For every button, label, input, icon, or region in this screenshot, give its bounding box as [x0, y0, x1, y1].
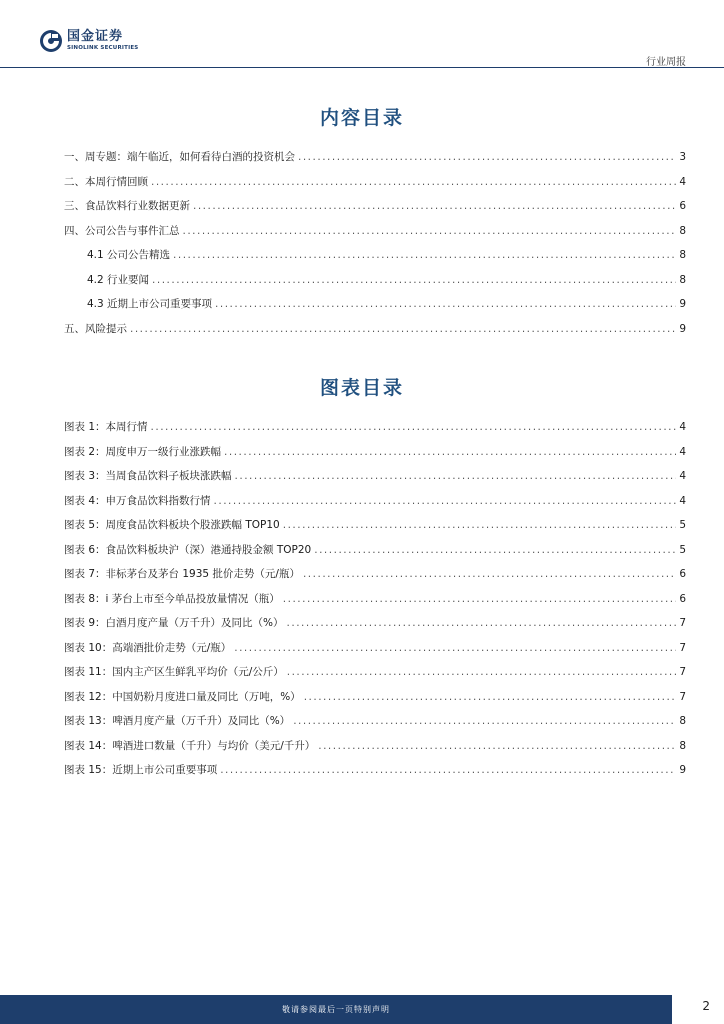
- figure-number: 图表 3：: [64, 470, 106, 482]
- figure-number: 图表 14：: [64, 739, 113, 752]
- dot-leader: [130, 317, 676, 342]
- dot-leader: [151, 170, 676, 195]
- contents-title: 内容目录: [319, 107, 404, 129]
- dot-leader: [287, 611, 677, 636]
- figure-label: 当周食品饮料子板块涨跌幅: [105, 470, 232, 482]
- toc-entry[interactable]: [64, 317, 686, 342]
- dot-leader: [293, 709, 676, 734]
- figure-entry[interactable]: [64, 587, 686, 612]
- figure-label: 近期上市公司重要事项: [112, 764, 218, 776]
- figure-label: 白酒月度产量（万千升）及同比（%）: [105, 617, 284, 629]
- toc-entry-page: 6: [679, 200, 686, 212]
- dot-leader: [234, 636, 676, 661]
- toc-entry-label: 4.1 公司公告精选: [87, 249, 171, 261]
- company-logo: [39, 29, 138, 53]
- toc-entry-page: 4: [679, 175, 686, 188]
- figure-number: 图表 8：: [64, 592, 106, 605]
- toc-entry-page: 9: [679, 298, 686, 310]
- dot-leader: [314, 538, 676, 563]
- toc-entry[interactable]: [64, 170, 686, 195]
- figure-label: 周度申万一级行业涨跌幅: [105, 445, 222, 458]
- dot-leader: [220, 758, 676, 783]
- dot-leader: [151, 415, 677, 440]
- toc-entry-label: 三、食品饮料行业数据更新: [64, 200, 190, 212]
- page-number: 2: [702, 999, 710, 1013]
- dot-leader: [283, 513, 677, 538]
- figure-page: 4: [679, 494, 686, 507]
- figure-number: 图表 13：: [64, 715, 113, 727]
- figure-page: 7: [679, 690, 686, 703]
- toc-entry-page: 8: [679, 249, 686, 261]
- figure-number: 图表 15：: [64, 764, 113, 776]
- toc-entry-page: 3: [679, 151, 686, 163]
- figure-label: 非标茅台及茅台 1935 批价走势（元/瓶）: [105, 568, 300, 580]
- report-type-label: 行业周报: [646, 57, 686, 68]
- toc-entry-page: 9: [679, 322, 686, 335]
- figure-number: 图表 12：: [64, 690, 113, 703]
- figure-page: 4: [679, 445, 686, 458]
- dot-leader: [304, 685, 677, 710]
- figure-entry[interactable]: [64, 734, 686, 759]
- figure-label: i 茅台上市至今单品投放量情况（瓶）: [105, 592, 280, 605]
- toc-entry-label: 二、本周行情回顾: [64, 175, 148, 188]
- figure-page: 7: [679, 666, 686, 678]
- dot-leader: [287, 660, 677, 685]
- dot-leader: [283, 587, 677, 612]
- dot-leader: [152, 268, 676, 293]
- toc-subentry[interactable]: [64, 268, 686, 293]
- figure-page: 5: [679, 543, 686, 556]
- toc-entry-label: 4.3 近期上市公司重要事项: [87, 298, 213, 310]
- figure-number: 图表 2：: [64, 445, 106, 458]
- toc-entry-label: 4.2 行业要闻: [87, 273, 150, 286]
- figure-label: 国内主产区生鲜乳平均价（元/公斤）: [112, 666, 284, 678]
- toc-entry[interactable]: [64, 194, 686, 219]
- toc-entry-label: 五、风险提示: [64, 322, 127, 335]
- figure-page: 8: [679, 739, 686, 752]
- figure-entry[interactable]: [64, 538, 686, 563]
- toc-entry-page: 8: [679, 273, 686, 286]
- figure-page: 6: [679, 568, 686, 580]
- dot-leader: [173, 243, 676, 268]
- figure-entry[interactable]: [64, 660, 686, 685]
- dot-leader: [298, 145, 676, 170]
- figure-label: 申万食品饮料指数行情: [105, 494, 211, 507]
- figure-entry[interactable]: [64, 611, 686, 636]
- figures-title: 图表目录: [319, 377, 404, 399]
- figure-label: 啤酒进口数量（千升）与均价（美元/千升）: [112, 739, 316, 752]
- figure-number: 图表 4：: [64, 494, 106, 507]
- dot-leader: [224, 440, 676, 465]
- figure-page: 7: [679, 617, 686, 629]
- contents-list: [64, 145, 686, 341]
- toc-entry-label: 四、公司公告与事件汇总: [64, 224, 180, 237]
- figure-entry[interactable]: [64, 758, 686, 783]
- page-header: [0, 0, 724, 70]
- figure-number: 图表 11：: [64, 666, 113, 678]
- toc-subentry[interactable]: [64, 243, 686, 268]
- figure-label: 中国奶粉月度进口量及同比（万吨，%）: [112, 690, 301, 703]
- toc-entry[interactable]: [64, 145, 686, 170]
- figure-label: 周度食品饮料板块个股涨跌幅 TOP10: [105, 519, 280, 531]
- dot-leader: [303, 562, 676, 587]
- logo-chinese-name: 国金证券: [67, 29, 124, 45]
- figure-page: 4: [679, 470, 686, 482]
- dot-leader: [214, 489, 677, 514]
- dot-leader: [183, 219, 677, 244]
- toc-entry-label: 一、周专题：端午临近，如何看待白酒的投资机会: [64, 151, 295, 163]
- figure-entry[interactable]: [64, 709, 686, 734]
- figure-page: 4: [679, 421, 686, 433]
- dot-leader: [193, 194, 676, 219]
- figure-number: 图表 7：: [64, 568, 106, 580]
- sinolink-logo-icon: [39, 29, 63, 53]
- toc-entry[interactable]: [64, 219, 686, 244]
- figure-label: 食品饮料板块沪（深）港通持股金额 TOP20: [105, 543, 312, 556]
- figure-label: 本周行情: [105, 421, 148, 433]
- figure-number: 图表 1：: [64, 421, 106, 433]
- figure-number: 图表 9：: [64, 617, 106, 629]
- dot-leader: [235, 464, 677, 489]
- figure-page: 6: [679, 592, 686, 605]
- figure-entry[interactable]: [64, 685, 686, 710]
- figure-page: 5: [679, 519, 686, 531]
- figure-entry[interactable]: [64, 636, 686, 661]
- figure-entry[interactable]: [64, 440, 686, 465]
- footer-bar: [0, 995, 672, 1024]
- figure-number: 图表 10：: [64, 641, 113, 654]
- footer-disclaimer: 敬请参阅最后一页特别声明: [282, 1005, 390, 1014]
- figure-label: 啤酒月度产量（万千升）及同比（%）: [112, 715, 291, 727]
- dot-leader: [318, 734, 676, 759]
- figure-label: 高端酒批价走势（元/瓶）: [112, 641, 232, 654]
- figure-entry[interactable]: [64, 489, 686, 514]
- toc-entry-page: 8: [679, 224, 686, 237]
- figure-page: 8: [679, 715, 686, 727]
- figure-entry[interactable]: [64, 464, 686, 489]
- toc-subentry[interactable]: [64, 292, 686, 317]
- dot-leader: [215, 292, 676, 317]
- figure-number: 图表 5：: [64, 519, 106, 531]
- figure-entry[interactable]: [64, 562, 686, 587]
- figure-page: 7: [679, 641, 686, 654]
- figure-entry[interactable]: [64, 415, 686, 440]
- header-divider: [0, 67, 724, 68]
- figure-page: 9: [679, 764, 686, 776]
- figure-entry[interactable]: [64, 513, 686, 538]
- figure-number: 图表 6：: [64, 543, 106, 556]
- figures-list: [64, 415, 686, 783]
- logo-english-name: SINOLINK SECURITIES: [67, 45, 139, 52]
